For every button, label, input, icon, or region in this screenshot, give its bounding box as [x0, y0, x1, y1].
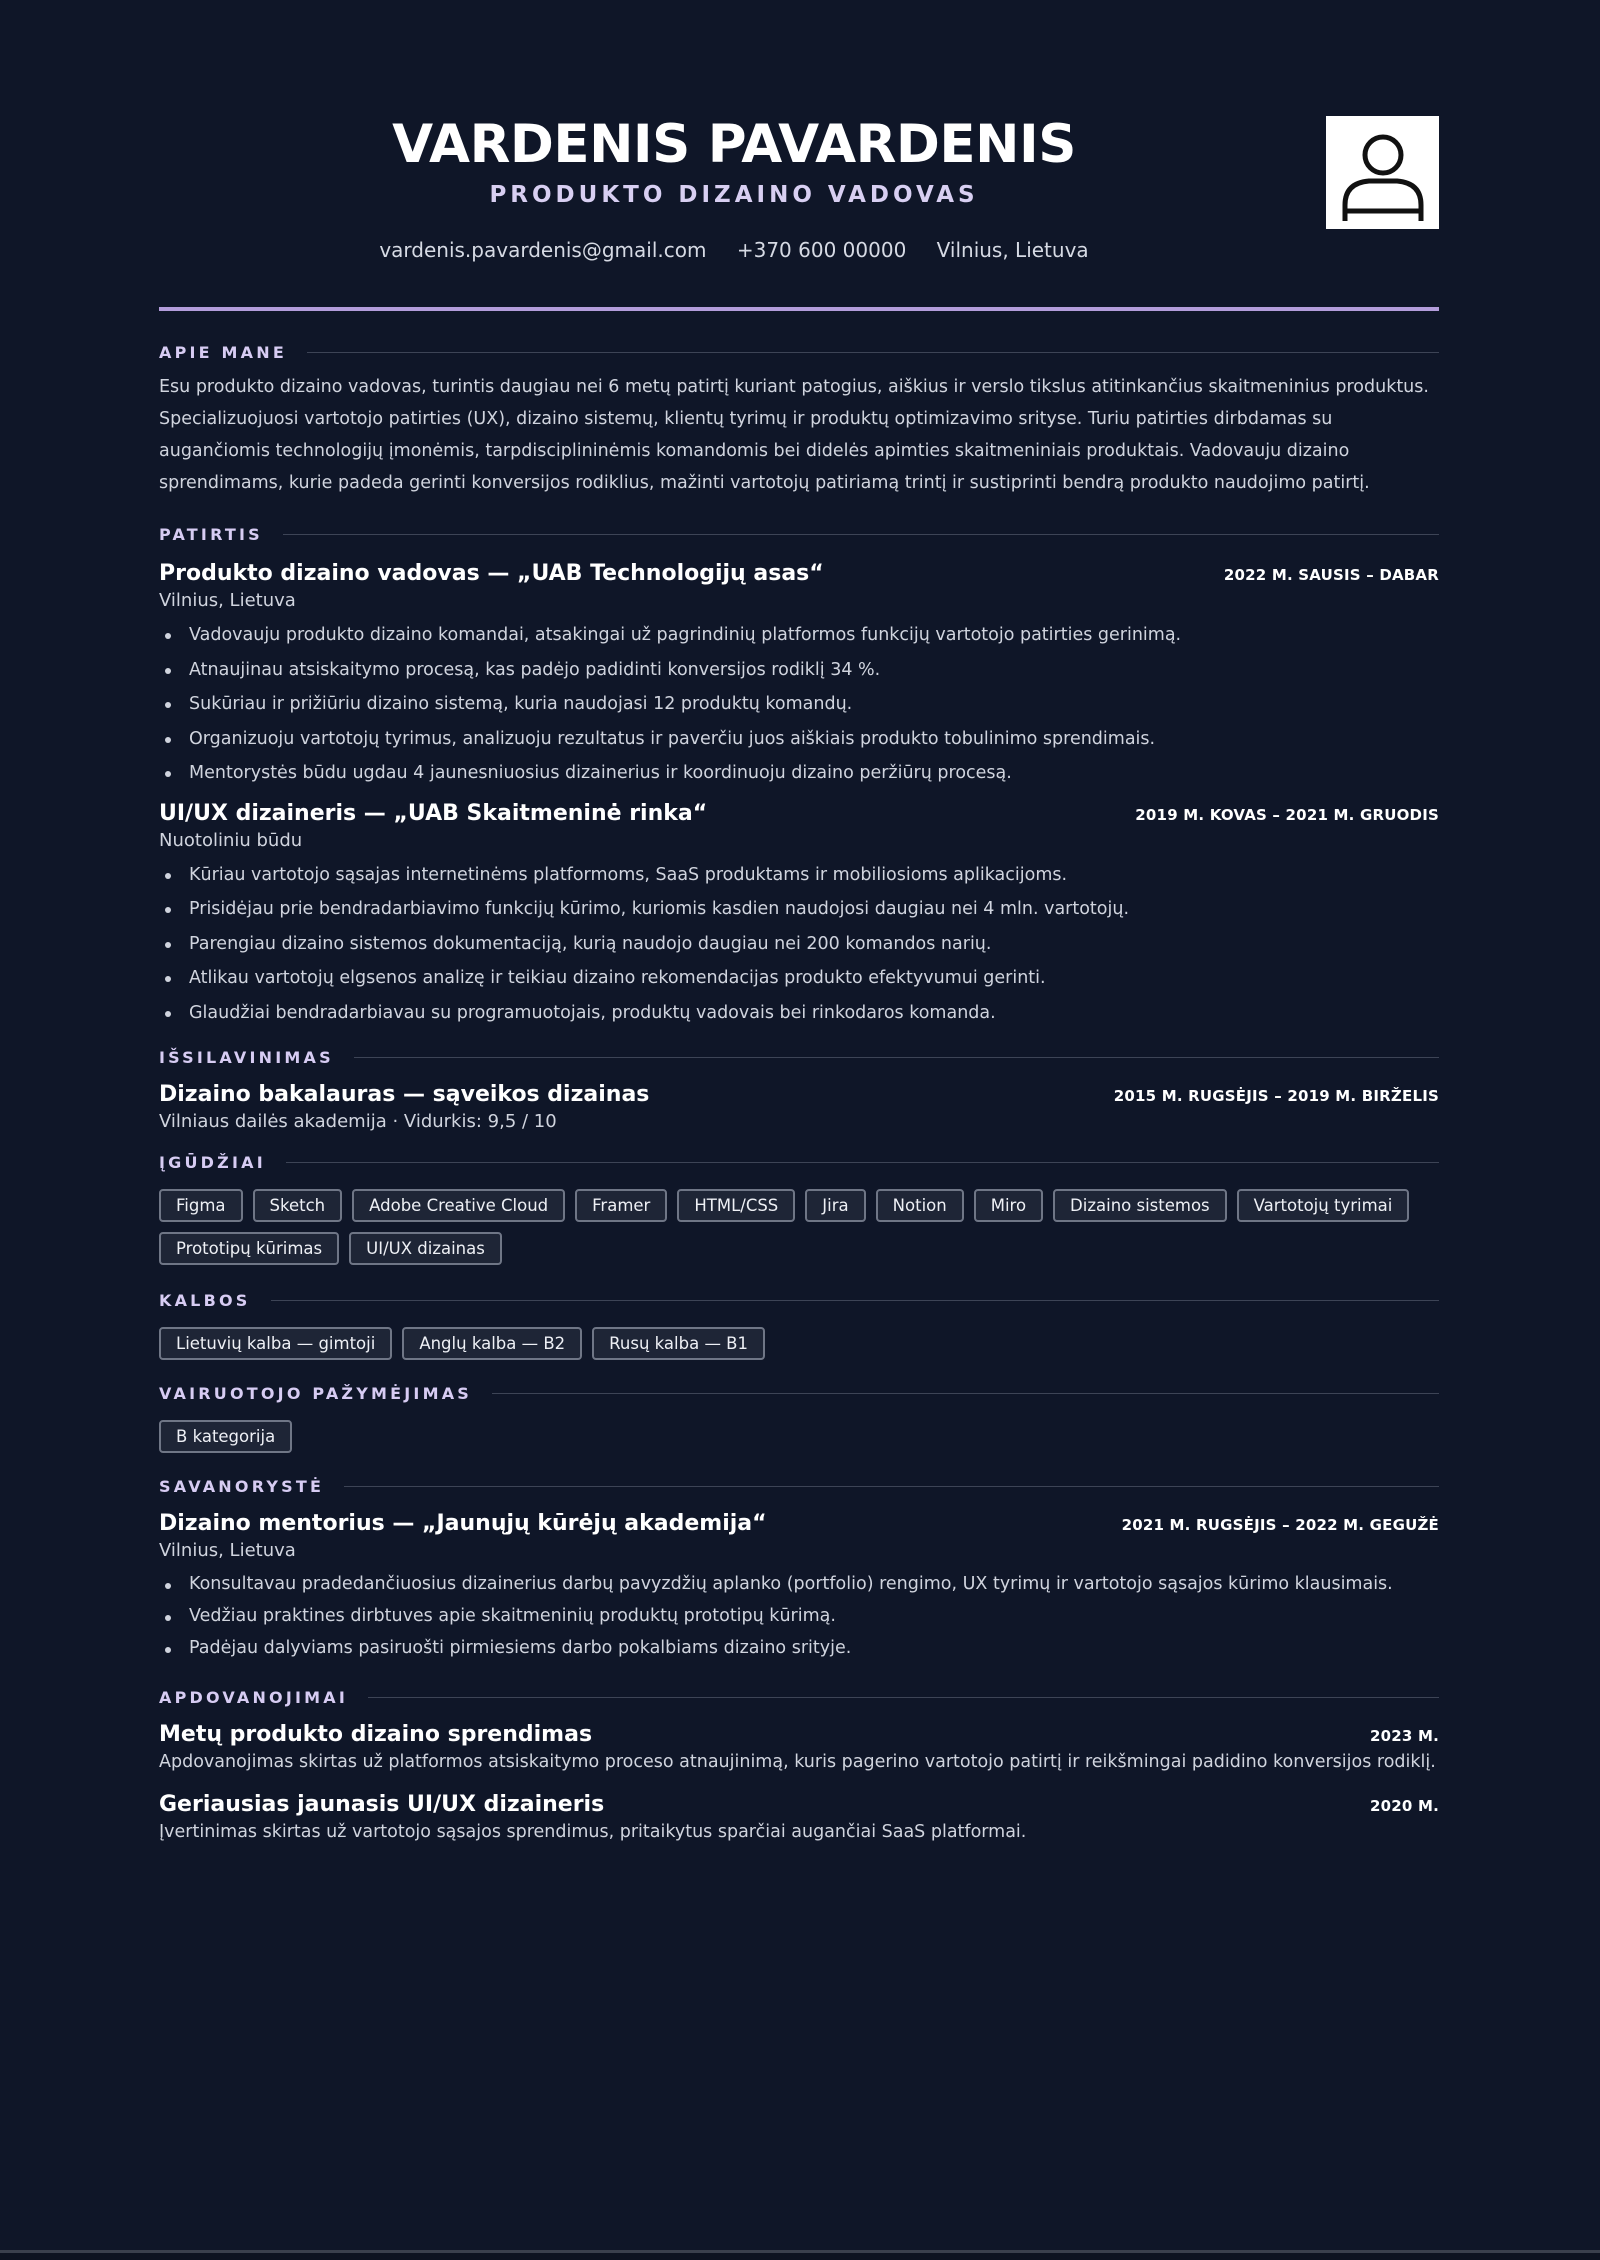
entry-title: Metų produkto dizaino sprendimas: [159, 1722, 593, 1747]
entry-header: [159, 1722, 1439, 1747]
page-bottom-border: [0, 2250, 1600, 2253]
section-divider: [344, 1486, 1439, 1487]
language-chip: Lietuvių kalba — gimtoji: [159, 1327, 392, 1360]
entry-header: [159, 561, 1439, 586]
job-role: PRODUKTO DIZAINO VADOVAS: [489, 182, 979, 208]
section-header: [159, 1287, 1439, 1313]
entry-header: [159, 1082, 1439, 1107]
entry-header: [159, 1792, 1439, 1817]
experience-title: PATIRTIS: [159, 524, 263, 544]
skill-chip: Jira: [805, 1189, 865, 1222]
skill-chip: Notion: [876, 1189, 964, 1222]
entry-date: 2015 M. RUGSĖJIS – 2019 M. BIRŽELIS: [1113, 1087, 1439, 1105]
entry-date: 2021 M. RUGSĖJIS – 2022 M. GEGUŽĖ: [1121, 1516, 1439, 1534]
phone-text: +370 600 00000: [736, 238, 907, 262]
skill-chip: Vartotojų tyrimai: [1237, 1189, 1410, 1222]
language-chip: Anglų kalba — B2: [402, 1327, 582, 1360]
about-title: APIE MANE: [159, 342, 287, 362]
location-text: Vilnius, Lietuva: [936, 238, 1089, 262]
entry-location: Nuotoliniu būdu: [159, 829, 303, 851]
education-entry: [159, 1082, 1439, 1137]
entry-bullets: [159, 1568, 1439, 1664]
volunteer-title: SAVANORYSTĖ: [159, 1476, 325, 1496]
volunteer-entry: [159, 1511, 1439, 1664]
entry-bullets: [159, 618, 1439, 791]
skill-chip: Miro: [974, 1189, 1043, 1222]
section-divider: [271, 1300, 1440, 1301]
section-header: [159, 1684, 1439, 1710]
section-header: [159, 1380, 1439, 1406]
languages-title: KALBOS: [159, 1290, 251, 1310]
section-divider: [354, 1057, 1439, 1058]
entry-date: 2023 M.: [1370, 1727, 1439, 1745]
resume-content: [159, 110, 1439, 1848]
education-section: [159, 1044, 1439, 1137]
entry-date: 2019 M. KOVAS – 2021 M. GRUODIS: [1135, 805, 1439, 824]
section-divider: [368, 1697, 1439, 1698]
list-item: Kūriau vartotojo sąsajas internetinėms platformoms, SaaS produktams ir mobiliosioms aplikacijoms.: [189, 858, 1439, 893]
section-divider: [283, 534, 1439, 535]
entry-title: UI/UX dizaineris — „UAB Skaitmeninė rinka“: [159, 800, 708, 826]
experience-entry: [159, 801, 1439, 1031]
list-item: Vedžiau praktines dirbtuves apie skaitmeninių produktų prototipų kūrimą.: [189, 1600, 1439, 1632]
entry-title: Geriausias jaunasis UI/UX dizaineris: [159, 1792, 605, 1817]
awards-title: APDOVANOJIMAI: [159, 1687, 348, 1707]
award-entry: [159, 1792, 1439, 1848]
header-divider: [159, 307, 1439, 311]
list-item: Parengiau dizaino sistemos dokumentaciją, kurią naudojo daugiau nei 200 komandos narių.: [189, 927, 1439, 962]
skill-chip: Prototipų kūrimas: [159, 1232, 339, 1265]
list-item: Atnaujinau atsiskaitymo procesą, kas padėjo padidinti konversijos rodiklį 34 %.: [189, 653, 1439, 688]
entry-institution: Vilniaus dailės akademija · Vidurkis: 9,5 / 10: [159, 1111, 557, 1132]
avatar: [1326, 116, 1439, 229]
list-item: Konsultavau pradedančiuosius dizainerius darbų pavyzdžių aplanko (portfolio) rengimo, UX tyrimų ir vartotojo sąsajos kūrimo klausimais.: [189, 1568, 1439, 1600]
license-title: VAIRUOTOJO PAŽYMĖJIMAS: [159, 1383, 473, 1403]
list-item: Organizuoju vartotojų tyrimus, analizuoju rezultatus ir paverčiu juos aiškiais produkto tobulinimo sprendimais.: [189, 722, 1439, 757]
skill-chip: Adobe Creative Cloud: [352, 1189, 565, 1222]
section-header: [159, 521, 1439, 547]
section-header: [159, 1044, 1439, 1070]
about-text: Esu produkto dizaino vadovas, turintis daugiau nei 6 metų patirtį kuriant patogius, aiškius ir verslo tikslus atitinkančius skaitmeninius produktus. Specializuojuosi vartotojo patirties (UX), dizaino sistemų, klientų tyrimų ir produktų optimizavimo srityse. Turiu patirties dirbdamas su augančiomis technologijų įmonėmis, tarpdisciplininėmis komandomis bei didelės apimties skaitmeniniais produktais. Vadovauju dizaino sprendimams, kurie padeda gerinti konversijos rodiklius, mažinti vartotojų patiriamą trintį ir sustiprinti bendrą produkto naudojimo patirtį.: [159, 377, 1429, 493]
entry-header: [159, 1511, 1439, 1536]
list-item: Padėjau dalyviams pasiruošti pirmiesiems darbo pokalbiams dizaino srityje.: [189, 1632, 1439, 1664]
skill-chip: UI/UX dizainas: [349, 1232, 502, 1265]
section-header: [159, 339, 1439, 365]
entry-title: Dizaino mentorius — „Jaunųjų kūrėjų akademija“: [159, 1511, 767, 1536]
languages-section: [159, 1287, 1439, 1360]
email-text: vardenis.pavardenis@gmail.com: [379, 238, 707, 262]
list-item: Mentorystės būdu ugdau 4 jaunesniuosius dizainerius ir koordinuoju dizaino peržiūrų procesą.: [189, 756, 1439, 791]
education-title: IŠSILAVINIMAS: [159, 1047, 334, 1067]
skill-chip: HTML/CSS: [677, 1189, 795, 1222]
experience-entry: [159, 561, 1439, 791]
entry-date: 2022 M. SAUSIS – DABAR: [1223, 566, 1439, 584]
skill-chip: Dizaino sistemos: [1053, 1189, 1227, 1222]
license-section: [159, 1380, 1439, 1453]
section-divider: [286, 1162, 1439, 1163]
section-header: [159, 1473, 1439, 1499]
person-name: VARDENIS PAVARDENIS: [392, 114, 1076, 175]
skill-chip: Sketch: [253, 1189, 343, 1222]
award-description: Įvertinimas skirtas už vartotojo sąsajos sprendimus, pritaikytus sparčiai augančiai SaaS platformai.: [159, 1822, 1027, 1842]
about-section: [159, 339, 1439, 499]
entry-location: Vilnius, Lietuva: [159, 590, 296, 611]
user-icon: [1335, 125, 1431, 221]
skills-title: ĮGŪDŽIAI: [159, 1152, 266, 1172]
entry-title: Dizaino bakalauras — sąveikos dizainas: [159, 1082, 650, 1107]
language-chip: Rusų kalba — B1: [592, 1327, 765, 1360]
volunteer-section: [159, 1473, 1439, 1664]
section-divider: [492, 1393, 1439, 1394]
list-item: Sukūriau ir prižiūriu dizaino sistemą, kuria naudojasi 12 produktų komandų.: [189, 687, 1439, 722]
entry-date: 2020 M.: [1370, 1797, 1439, 1815]
section-divider: [307, 352, 1439, 353]
award-description: Apdovanojimas skirtas už platformos atsiskaitymo proceso atnaujinimą, kuris pagerino vartotojo patirtį ir reikšmingai padidino konversijos rodiklį.: [159, 1752, 1436, 1772]
contact-info: [159, 238, 1309, 262]
entry-bullets: [159, 858, 1439, 1031]
license-chips: [159, 1420, 1439, 1453]
resume-header: [159, 110, 1439, 310]
skill-chip: Figma: [159, 1189, 243, 1222]
list-item: Glaudžiai bendradarbiavau su programuotojais, produktų vadovais bei rinkodaros komanda.: [189, 996, 1439, 1031]
skills-section: [159, 1149, 1439, 1265]
section-header: [159, 1149, 1439, 1175]
experience-section: [159, 521, 1439, 1030]
entry-location: Vilnius, Lietuva: [159, 1540, 296, 1561]
license-chip: B kategorija: [159, 1420, 292, 1453]
entry-header: [159, 801, 1439, 826]
awards-section: [159, 1684, 1439, 1848]
list-item: Atlikau vartotojų elgsenos analizę ir teikiau dizaino rekomendacijas produkto efektyvumui gerinti.: [189, 961, 1439, 996]
skills-chips: [159, 1189, 1439, 1265]
list-item: Vadovauju produkto dizaino komandai, atsakingai už pagrindinių platformos funkcijų vartotojo patirties gerinimą.: [189, 618, 1439, 653]
list-item: Prisidėjau prie bendradarbiavimo funkcijų kūrimo, kuriomis kasdien naudojosi daugiau nei 4 mln. vartotojų.: [189, 892, 1439, 927]
languages-chips: [159, 1327, 1439, 1360]
entry-title: Produkto dizaino vadovas — „UAB Technologijų asas“: [159, 561, 824, 586]
skill-chip: Framer: [575, 1189, 667, 1222]
award-entry: [159, 1722, 1439, 1778]
